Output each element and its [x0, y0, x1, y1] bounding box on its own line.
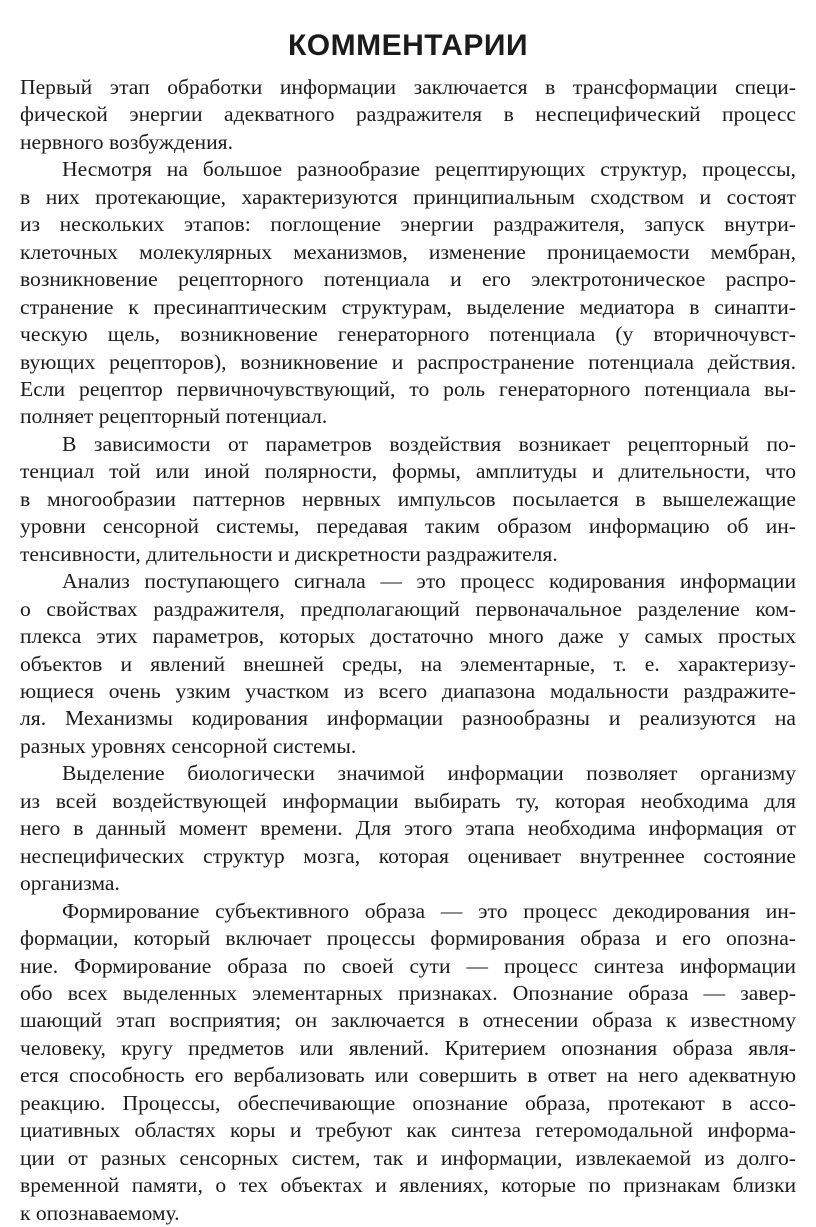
paragraph [20, 431, 796, 568]
text-line: клеточных молекулярных механизмов, изменение проницаемости мембран, [20, 239, 796, 264]
paragraph [20, 568, 796, 760]
text-line: плекса этих параметров, которых достаточно много даже у самых простых [20, 624, 796, 649]
text-line: из нескольких этапов: поглощение энергии раздражителя, запуск внутри- [20, 212, 796, 237]
text-line: ции от разных сенсорных систем, так и информации, извлекаемой из долго- [20, 1145, 796, 1170]
text-line: уровни сенсорной системы, передавая таким образом информацию об ин- [20, 514, 796, 539]
text-line: В зависимости от параметров воздействия возникает рецепторный по- [62, 431, 796, 456]
text-line: шающий этап восприятия; он заключается в отнесении образа к известному [20, 1008, 796, 1033]
text-line: возникновение рецепторного потенциала и его электротоническое распро- [20, 267, 796, 292]
text-line: тенциал той или иной полярности, формы, амплитуды и длительности, что [20, 459, 796, 484]
text-line: Несмотря на большое разнообразие рецептирующих структур, процессы, [62, 157, 796, 182]
text-line: человеку, кругу предметов или явлений. Критерием опознания образа явля- [20, 1035, 796, 1060]
text-line: к опознаваемому. [20, 1200, 180, 1225]
paragraph [20, 760, 796, 897]
text-line: циативных областях коры и требуют как синтеза гетеромодальной информа- [20, 1118, 796, 1143]
text-line: фической энергии адекватного раздражителя в неспецифический процесс [20, 102, 796, 127]
page-title: КОММЕНТАРИИ [287, 29, 529, 62]
text-line: Формирование субъективного образа — это процесс декодирования ин- [62, 898, 796, 923]
text-line: Анализ поступающего сигнала — это процесс кодирования информации [62, 569, 796, 594]
body-text [20, 74, 796, 1227]
text-line: в них протекающие, характеризуются принципиальным сходством и состоят [20, 184, 796, 209]
text-line: в многообразии паттернов нервных импульсов посылается в вышележащие [20, 486, 796, 511]
text-line: обо всех выделенных элементарных признаках. Опознание образа — завер- [20, 980, 796, 1005]
text-line: объектов и явлений внешней среды, на элементарные, т. е. характеризу- [20, 651, 796, 676]
text-line: разных уровнях сенсорной системы. [20, 733, 357, 758]
text-line: него в данный момент времени. Для этого этапа необходима информация от [20, 816, 796, 841]
text-line: Если рецептор первичночувствующий, то роль генераторного потенциала вы- [20, 376, 796, 401]
text-line: о свойствах раздражителя, предполагающий первоначальное разделение ком- [20, 596, 796, 621]
text-line: из всей воздействующей информации выбирать ту, которая необходима для [20, 788, 796, 813]
text-line: ется способность его вербализовать или совершить в ответ на него адекватную [20, 1063, 796, 1088]
text-line: реакцию. Процессы, обеспечивающие опознание образа, протекают в ассо- [20, 1090, 796, 1115]
text-line: ля. Механизмы кодирования информации разнообразны и реализуются на [20, 706, 796, 731]
text-line: формации, который включает процессы формирования образа и его опозна- [20, 926, 796, 951]
text-line: организма. [20, 871, 120, 896]
text-line: вующих рецепторов), возникновение и распространение потенциала действия. [20, 349, 796, 374]
text-line: Выделение биологически значимой информации позволяет организму [62, 761, 796, 786]
text-line: странение к пресинаптическим структурам, выделение медиатора в синапти- [20, 294, 796, 319]
text-line: тенсивности, длительности и дискретности раздражителя. [20, 541, 558, 566]
text-line: ческую щель, возникновение генераторного потенциала (у вторичночувст- [20, 322, 796, 347]
paragraph [20, 74, 796, 156]
text-line: Первый этап обработки информации заключается в трансформации специ- [20, 75, 796, 99]
text-line: полняет рецепторный потенциал. [20, 404, 328, 429]
text-line: временной памяти, о тех объектах и явлениях, которые по признакам близки [20, 1173, 796, 1198]
paragraph [20, 898, 796, 1227]
text-line: неспецифических структур мозга, которая оценивает внутреннее состояние [20, 843, 796, 868]
text-line: ющиеся очень узким участком из всего диапазона модальности раздражите- [20, 678, 796, 703]
text-line: ние. Формирование образа по своей сути — процесс синтеза информации [20, 953, 796, 978]
paragraph [20, 156, 796, 431]
text-line: нервного возбуждения. [20, 129, 233, 154]
